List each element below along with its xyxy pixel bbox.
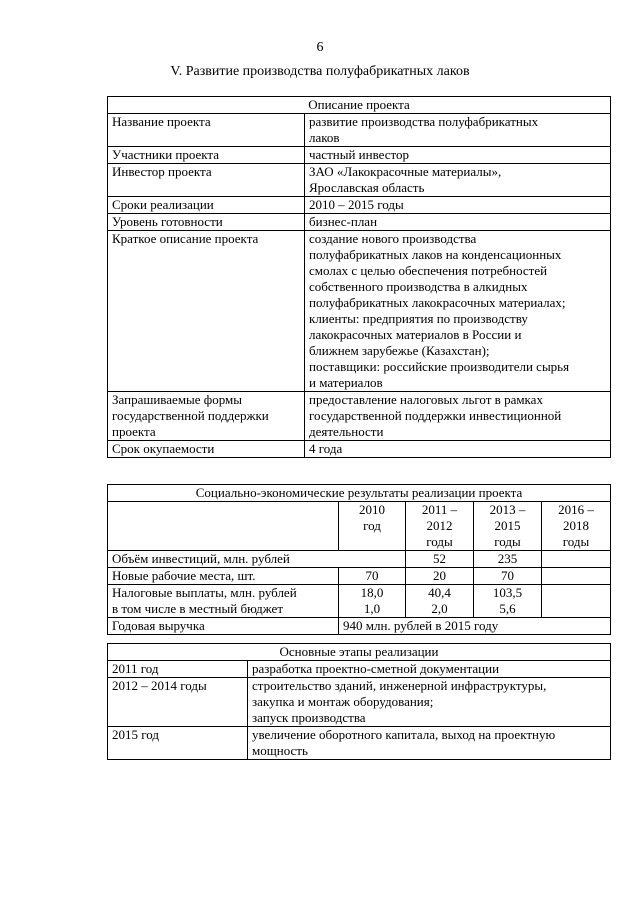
cell-value: 18,0 1,0	[339, 585, 406, 618]
row-value: создание нового производства полуфабрикатных лаков на конденсационных смолах с целью обеспечения потребностей собственного производства в алкидных полуфабрикатных лакокрасочных материалах; клиенты: предприятия по производству лакокрасочных материалов в России и ближнем зарубежье (Казахстан); поставщики: российские производители сырья и материалов	[305, 231, 611, 392]
table-row	[108, 727, 611, 760]
row-label: Участники проекта	[108, 147, 305, 164]
stages-header: Основные этапы реализации	[108, 644, 611, 661]
table-row	[108, 197, 611, 214]
row-value: предоставление налоговых льгот в рамках государственной поддержки инвестиционной деятельности	[305, 392, 611, 441]
table-row	[108, 441, 611, 458]
row-value: 2010 – 2015 годы	[305, 197, 611, 214]
stage-text: увеличение оборотного капитала, выход на проектную мощность	[248, 727, 611, 760]
cell-value: 70	[339, 568, 406, 585]
row-label: Запрашиваемые формы государственной поддержки проекта	[108, 392, 305, 441]
revenue-value: 940 млн. рублей в 2015 году	[339, 618, 611, 635]
column-header: 2011 – 2012 годы	[406, 502, 474, 551]
stage-period: 2011 год	[108, 661, 248, 678]
cell-value: 235	[474, 551, 542, 568]
stage-text: разработка проектно-сметной документации	[248, 661, 611, 678]
cell-value: 52	[406, 551, 474, 568]
table-row	[108, 114, 611, 147]
column-header: 2010 год	[339, 502, 406, 551]
table-row	[108, 661, 611, 678]
cell-value	[542, 585, 611, 618]
stages-table	[107, 643, 611, 760]
row-value: 4 года	[305, 441, 611, 458]
column-header: 2016 – 2018 годы	[542, 502, 611, 551]
section-title: V. Развитие производства полуфабрикатных лаков	[170, 64, 470, 79]
cell-value: 70	[474, 568, 542, 585]
table-row	[108, 392, 611, 441]
cell-value: 103,5 5,6	[474, 585, 542, 618]
row-value: развитие производства полуфабрикатных лаков	[305, 114, 611, 147]
empty-corner-cell	[108, 502, 339, 551]
row-label: Новые рабочие места, шт.	[108, 568, 339, 585]
cell-value	[542, 568, 611, 585]
table-row	[108, 231, 611, 392]
stage-period: 2012 – 2014 годы	[108, 678, 248, 727]
row-value: частный инвестор	[305, 147, 611, 164]
project-description-table	[107, 96, 611, 458]
cell-value	[542, 551, 611, 568]
page-number: 6	[316, 40, 324, 55]
row-label: Сроки реализации	[108, 197, 305, 214]
row-label: Инвестор проекта	[108, 164, 305, 197]
column-header: 2013 – 2015 годы	[474, 502, 542, 551]
stage-text: строительство зданий, инженерной инфраструктуры, закупка и монтаж оборудования; запуск производства	[248, 678, 611, 727]
results-header: Социально-экономические результаты реализации проекта	[108, 485, 611, 502]
table-row	[108, 585, 611, 618]
table-row	[108, 618, 611, 635]
results-table	[107, 484, 611, 635]
row-label: Годовая выручка	[108, 618, 339, 635]
row-label: Название проекта	[108, 114, 305, 147]
table-row	[108, 147, 611, 164]
row-label: Объём инвестиций, млн. рублей	[108, 551, 406, 568]
row-value: бизнес-план	[305, 214, 611, 231]
row-label: Срок окупаемости	[108, 441, 305, 458]
row-label: Уровень готовности	[108, 214, 305, 231]
row-value: ЗАО «Лакокрасочные материалы», Ярославская область	[305, 164, 611, 197]
row-label: Краткое описание проекта	[108, 231, 305, 392]
cell-value: 20	[406, 568, 474, 585]
table-row	[108, 568, 611, 585]
stage-period: 2015 год	[108, 727, 248, 760]
description-header: Описание проекта	[108, 97, 611, 114]
table-row	[108, 214, 611, 231]
results-column-headers	[108, 502, 611, 551]
table-row	[108, 678, 611, 727]
table-row	[108, 164, 611, 197]
table-row	[108, 551, 611, 568]
cell-value: 40,4 2,0	[406, 585, 474, 618]
row-label: Налоговые выплаты, млн. рублей в том числе в местный бюджет	[108, 585, 339, 618]
